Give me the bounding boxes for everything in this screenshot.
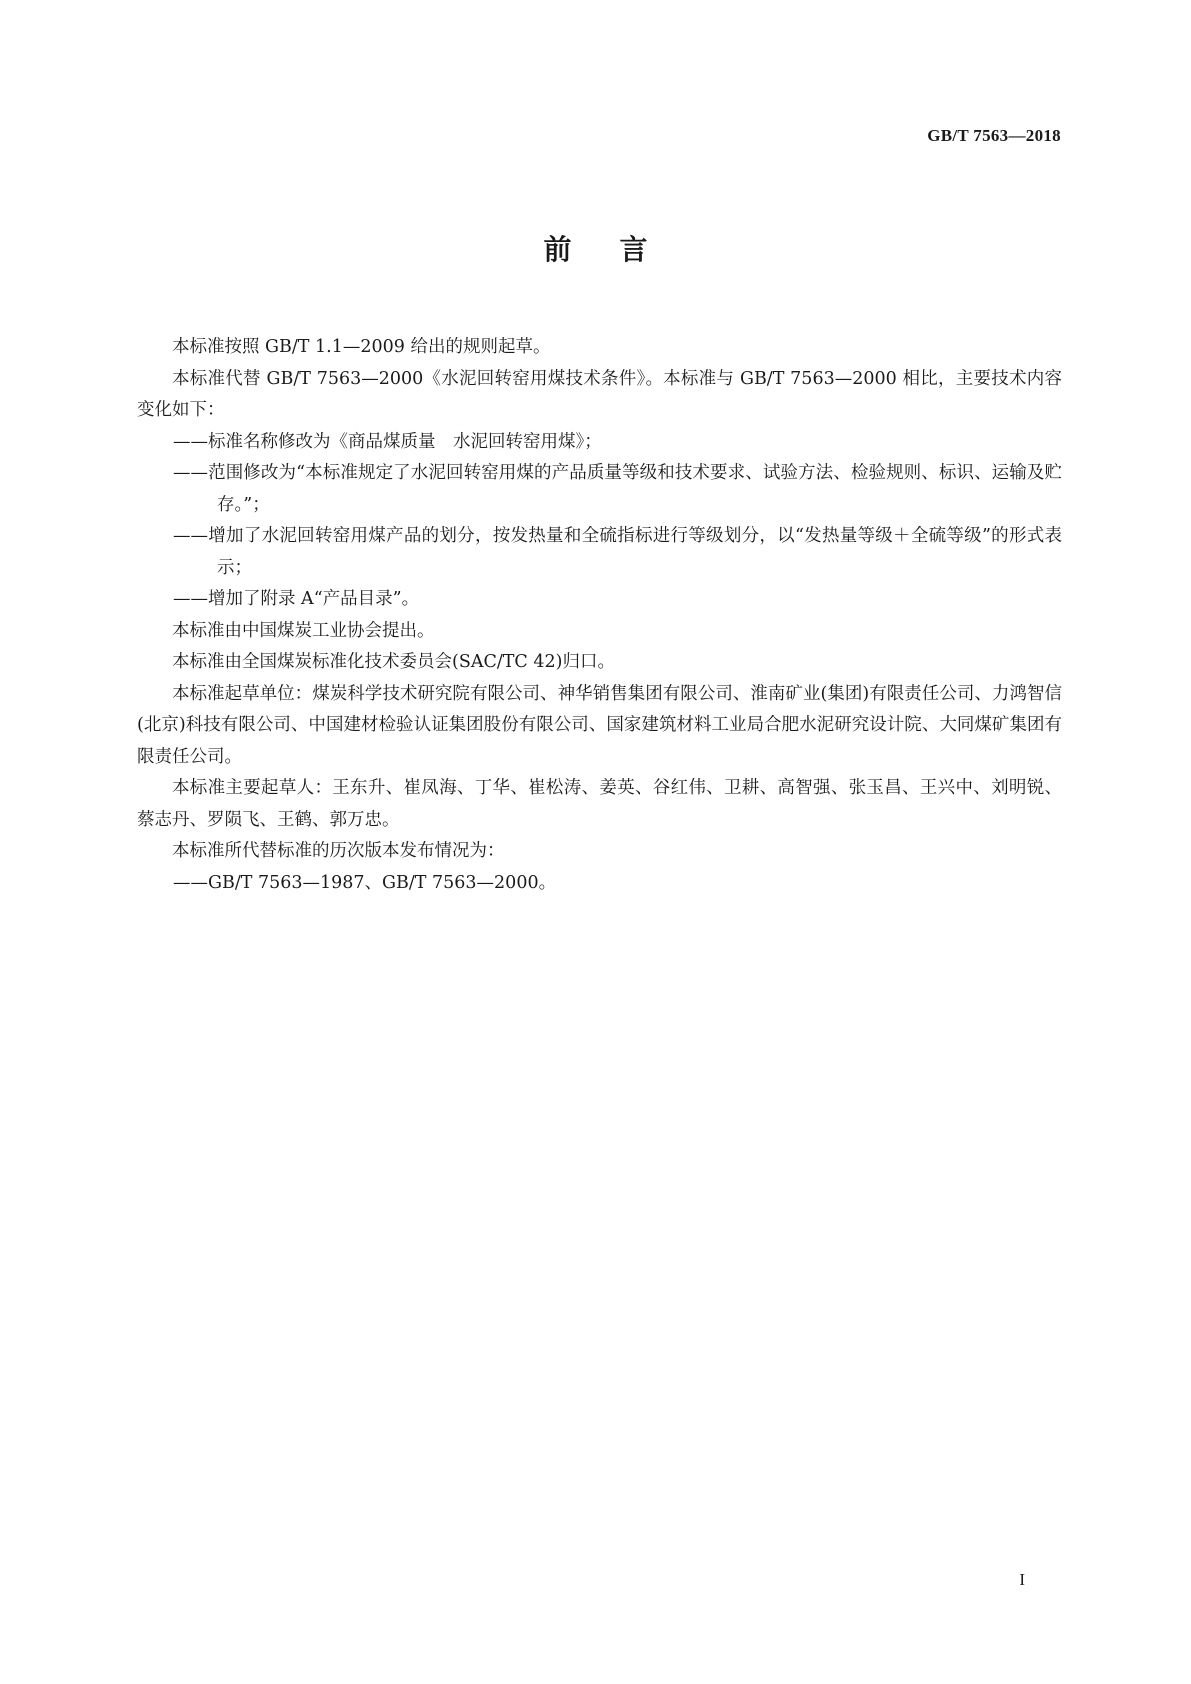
paragraph-drafters: 本标准主要起草人：王东升、崔凤海、丁华、崔松涛、姜英、谷红伟、卫耕、高智强、张玉昌、王兴中、刘明锐、蔡志丹、罗陨飞、王鹤、郭万忠。 <box>137 778 1062 830</box>
paragraph-drafting-rules: 本标准按照 GB/T 1.1—2009 给出的规则起草。 <box>172 337 551 357</box>
foreword-body <box>137 332 1062 899</box>
change-item-classification: ——增加了水泥回转窑用煤产品的划分，按发热量和全硫指标进行等级划分，以“发热量等级＋全硫等级”的形式表示； <box>173 526 1062 578</box>
page-title: 前言 <box>543 233 696 266</box>
paragraph-proposer: 本标准由中国煤炭工业协会提出。 <box>172 620 435 641</box>
standard-code: GB/T 7563—2018 <box>927 126 1061 145</box>
page-number: I <box>1019 1570 1025 1589</box>
paragraph-replacement: 本标准代替 GB/T 7563—2000《水泥回转窑用煤技术条件》。本标准与 GB/T 7563—2000 相比，主要技术内容变化如下： <box>137 368 1062 420</box>
paragraph-drafting-units: 本标准起草单位：煤炭科学技术研究院有限公司、神华销售集团有限公司、淮南矿业(集团)有限责任公司、力鸿智信(北京)科技有限公司、中国建材检验认证集团股份有限公司、国家建筑材料工业局合肥水泥研究设计院、大同煤矿集团有限责任公司。 <box>137 683 1062 767</box>
paragraph-committee: 本标准由全国煤炭标准化技术委员会(SAC/TC 42)归口。 <box>172 652 615 672</box>
change-item-scope: ——范围修改为“本标准规定了水泥回转窑用煤的产品质量等级和技术要求、试验方法、检验规则、标识、运输及贮存。”； <box>173 463 1062 515</box>
change-item-name: ——标准名称修改为《商品煤质量 水泥回转窑用煤》； <box>173 431 602 452</box>
history-item: ——GB/T 7563—1987、GB/T 7563—2000。 <box>173 872 557 893</box>
change-item-annex: ——增加了附录 A“产品目录”。 <box>173 589 420 609</box>
paragraph-history: 本标准所代替标准的历次版本发布情况为： <box>172 841 505 861</box>
